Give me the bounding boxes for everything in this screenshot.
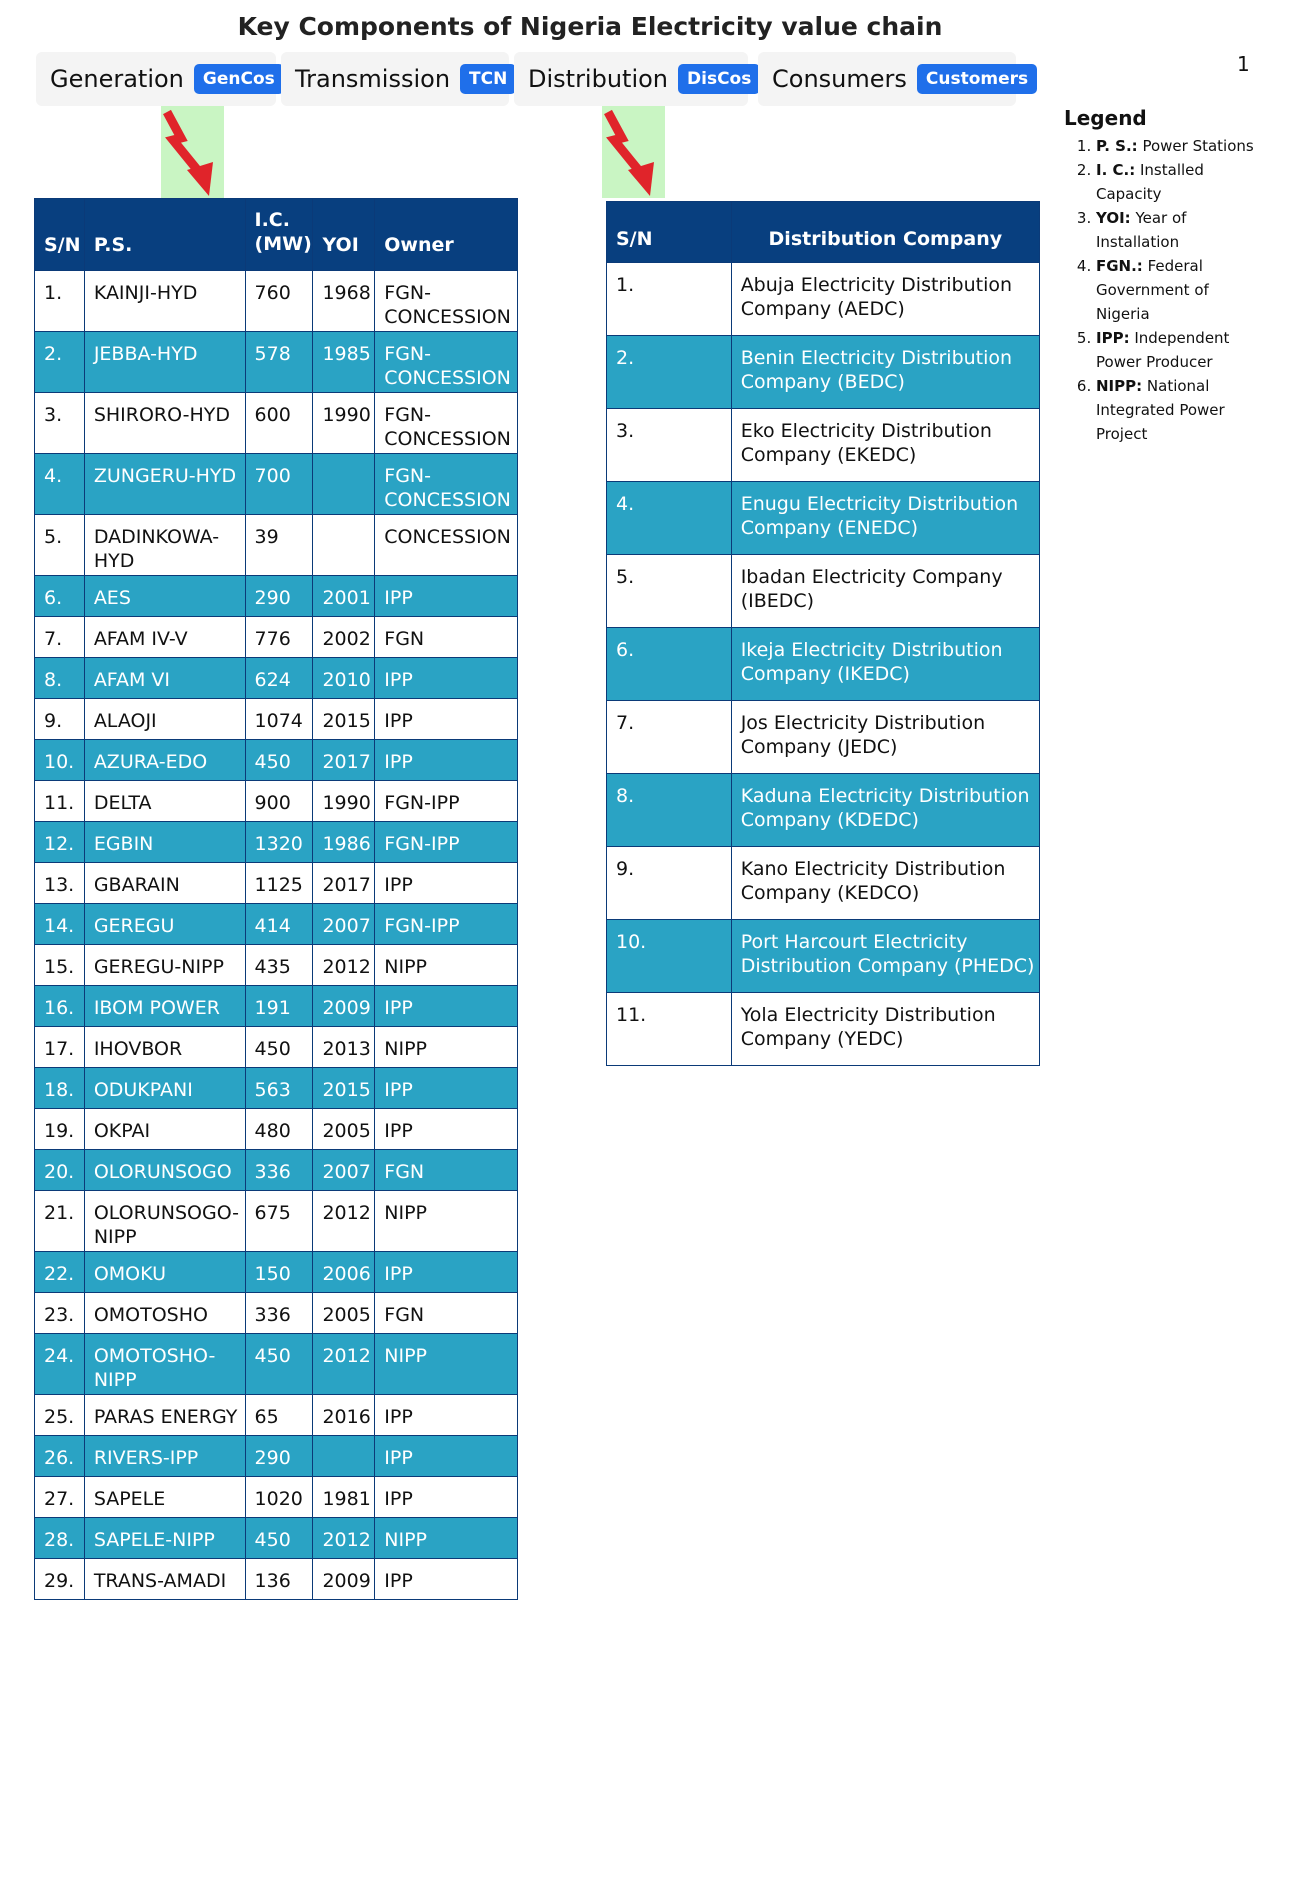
legend-text: Installed Capacity — [1096, 161, 1204, 203]
cell-sn: 18. — [35, 1068, 85, 1109]
cell-sn: 23. — [35, 1293, 85, 1334]
cell-yoi: 1985 — [313, 332, 375, 393]
cell-ic: 1074 — [245, 699, 313, 740]
table-row — [607, 993, 1040, 1066]
cell-sn: 28. — [35, 1518, 85, 1559]
table-row — [35, 945, 518, 986]
cell-ic: 290 — [245, 1436, 313, 1477]
cell-sn: 8. — [35, 658, 85, 699]
cell-ps: SAPELE — [84, 1477, 245, 1518]
cell-company: Eko Electricity Distribution Company (EKEDC) — [731, 409, 1039, 482]
cell-owner: IPP — [375, 1559, 518, 1600]
cell-yoi: 2013 — [313, 1027, 375, 1068]
legend-text: Year of Installation — [1096, 209, 1187, 251]
cell-yoi: 2012 — [313, 1518, 375, 1559]
tab-distribution-label: Distribution — [528, 65, 669, 93]
tab-generation-badge: GenCos — [194, 64, 284, 94]
tab-distribution-badge: DisCos — [678, 64, 760, 94]
cell-sn: 10. — [607, 920, 732, 993]
cell-sn: 15. — [35, 945, 85, 986]
table-row — [35, 1334, 518, 1395]
cell-owner: IPP — [375, 863, 518, 904]
cell-sn: 3. — [35, 393, 85, 454]
legend-list — [1064, 134, 1254, 446]
cell-owner: IPP — [375, 740, 518, 781]
table-row — [35, 1068, 518, 1109]
cell-owner: FGN — [375, 1150, 518, 1191]
cell-sn: 21. — [35, 1191, 85, 1252]
legend-item — [1096, 134, 1254, 158]
cell-yoi: 2007 — [313, 1150, 375, 1191]
table-row — [35, 1436, 518, 1477]
cell-ic: 1125 — [245, 863, 313, 904]
cell-sn: 16. — [35, 986, 85, 1027]
legend-text: Independent Power Producer — [1096, 329, 1230, 371]
corner-mark: 1 — [1237, 52, 1250, 76]
legend-abbr: YOI: — [1096, 209, 1131, 227]
legend-item — [1096, 374, 1254, 446]
cell-yoi: 2007 — [313, 904, 375, 945]
legend-abbr: NIPP: — [1096, 377, 1143, 395]
table-row — [35, 1150, 518, 1191]
cell-yoi: 2012 — [313, 1191, 375, 1252]
table-row — [607, 701, 1040, 774]
cell-owner: FGN-IPP — [375, 904, 518, 945]
cell-yoi: 1990 — [313, 781, 375, 822]
cell-ps: OLORUNSOGO-NIPP — [84, 1191, 245, 1252]
tab-consumers[interactable] — [758, 52, 1029, 106]
header-owner: Owner — [375, 199, 518, 271]
legend-abbr: IPP: — [1096, 329, 1130, 347]
cell-ps: SHIRORO-HYD — [84, 393, 245, 454]
cell-owner: CONCESSION — [375, 515, 518, 576]
table-row — [607, 336, 1040, 409]
table-row — [35, 515, 518, 576]
cell-sn: 25. — [35, 1395, 85, 1436]
cell-sn: 20. — [35, 1150, 85, 1191]
cell-sn: 7. — [607, 701, 732, 774]
distribution-table-header — [607, 202, 1040, 263]
table-row — [607, 847, 1040, 920]
legend-text: Federal Government of Nigeria — [1096, 257, 1209, 323]
cell-ic: 480 — [245, 1109, 313, 1150]
cell-ps: AFAM VI — [84, 658, 245, 699]
cell-yoi: 1990 — [313, 393, 375, 454]
cell-ic: 450 — [245, 1027, 313, 1068]
legend-abbr: P. S.: — [1096, 137, 1138, 155]
tab-generation-label: Generation — [50, 65, 184, 93]
cell-owner: FGN — [375, 617, 518, 658]
table-row — [607, 774, 1040, 847]
cell-company: Yola Electricity Distribution Company (YEDC) — [731, 993, 1039, 1066]
table-row — [35, 781, 518, 822]
page-title: Key Components of Nigeria Electricity value chain — [237, 12, 943, 41]
tab-transmission[interactable] — [281, 52, 509, 106]
cell-ic: 450 — [245, 1518, 313, 1559]
cell-ps: OLORUNSOGO — [84, 1150, 245, 1191]
header-sn: S/N — [35, 199, 85, 271]
cell-company: Kaduna Electricity Distribution Company (KDEDC) — [731, 774, 1039, 847]
cell-ps: GBARAIN — [84, 863, 245, 904]
cell-ps: AFAM IV-V — [84, 617, 245, 658]
cell-yoi: 1981 — [313, 1477, 375, 1518]
cell-ps: OKPAI — [84, 1109, 245, 1150]
cell-yoi: 1986 — [313, 822, 375, 863]
tab-distribution[interactable] — [514, 52, 752, 106]
header-ic-line2: (MW) — [254, 233, 312, 255]
cell-yoi: 2015 — [313, 699, 375, 740]
tab-generation[interactable] — [36, 52, 276, 106]
cell-sn: 12. — [35, 822, 85, 863]
cell-sn: 1. — [607, 263, 732, 336]
cell-owner: IPP — [375, 658, 518, 699]
table-row — [607, 628, 1040, 701]
cell-sn: 4. — [35, 454, 85, 515]
header-distribution-company: Distribution Company — [731, 202, 1039, 263]
cell-ic: 150 — [245, 1252, 313, 1293]
cell-yoi: 2010 — [313, 658, 375, 699]
table-row — [35, 454, 518, 515]
tab-consumers-badge: Customers — [917, 64, 1037, 94]
table-row — [35, 1027, 518, 1068]
cell-sn: 7. — [35, 617, 85, 658]
cell-ps: RIVERS-IPP — [84, 1436, 245, 1477]
cell-ps: EGBIN — [84, 822, 245, 863]
cell-owner: IPP — [375, 986, 518, 1027]
cell-ps: GEREGU-NIPP — [84, 945, 245, 986]
legend-text: National Integrated Power Project — [1096, 377, 1225, 443]
table-row — [35, 904, 518, 945]
cell-owner: IPP — [375, 1068, 518, 1109]
table-row — [607, 920, 1040, 993]
cell-ic: 65 — [245, 1395, 313, 1436]
cell-ps: AZURA-EDO — [84, 740, 245, 781]
cell-yoi: 2017 — [313, 740, 375, 781]
cell-company: Abuja Electricity Distribution Company (AEDC) — [731, 263, 1039, 336]
cell-owner: FGN-IPP — [375, 822, 518, 863]
cell-owner: FGN-CONCESSION — [375, 454, 518, 515]
cell-ic: 1020 — [245, 1477, 313, 1518]
cell-yoi: 2005 — [313, 1293, 375, 1334]
cell-owner: NIPP — [375, 1518, 518, 1559]
cell-ic: 450 — [245, 740, 313, 781]
cell-ic: 760 — [245, 271, 313, 332]
table-row — [35, 1252, 518, 1293]
table-row — [35, 1395, 518, 1436]
cell-ps: PARAS ENERGY — [84, 1395, 245, 1436]
legend — [1064, 106, 1254, 446]
cell-sn: 17. — [35, 1027, 85, 1068]
cell-ps: TRANS-AMADI — [84, 1559, 245, 1600]
generation-table-header — [35, 199, 518, 271]
cell-ps: OMOKU — [84, 1252, 245, 1293]
legend-item — [1096, 254, 1254, 326]
cell-ps: SAPELE-NIPP — [84, 1518, 245, 1559]
distribution-table — [606, 201, 1040, 1066]
table-row — [35, 1477, 518, 1518]
cell-ps: OMOTOSHO — [84, 1293, 245, 1334]
cell-owner: IPP — [375, 1395, 518, 1436]
cell-ic: 900 — [245, 781, 313, 822]
cell-sn: 3. — [607, 409, 732, 482]
cell-owner: FGN-CONCESSION — [375, 332, 518, 393]
cell-yoi — [313, 1436, 375, 1477]
cell-yoi: 2009 — [313, 986, 375, 1027]
table-row — [607, 555, 1040, 628]
legend-item — [1096, 326, 1254, 374]
table-row — [35, 740, 518, 781]
cell-sn: 8. — [607, 774, 732, 847]
cell-sn: 6. — [35, 576, 85, 617]
cell-ic: 39 — [245, 515, 313, 576]
table-row — [35, 1559, 518, 1600]
cell-ic: 336 — [245, 1293, 313, 1334]
cell-ps: KAINJI-HYD — [84, 271, 245, 332]
cell-sn: 13. — [35, 863, 85, 904]
generation-table — [34, 198, 518, 1600]
cell-sn: 2. — [35, 332, 85, 393]
cell-sn: 19. — [35, 1109, 85, 1150]
cell-ps: DELTA — [84, 781, 245, 822]
cell-sn: 9. — [35, 699, 85, 740]
cell-sn: 5. — [607, 555, 732, 628]
cell-owner: FGN-IPP — [375, 781, 518, 822]
table-row — [35, 986, 518, 1027]
cell-ps: ZUNGERU-HYD — [84, 454, 245, 515]
cell-owner: IPP — [375, 1436, 518, 1477]
cell-ic: 435 — [245, 945, 313, 986]
cell-yoi: 2015 — [313, 1068, 375, 1109]
table-row — [607, 263, 1040, 336]
cell-yoi: 2009 — [313, 1559, 375, 1600]
cell-company: Benin Electricity Distribution Company (BEDC) — [731, 336, 1039, 409]
cell-ps: JEBBA-HYD — [84, 332, 245, 393]
cell-ic: 450 — [245, 1334, 313, 1395]
down-zigzag-arrow-icon — [161, 106, 224, 198]
cell-yoi: 2016 — [313, 1395, 375, 1436]
distribution-arrow — [602, 106, 665, 198]
cell-yoi: 2006 — [313, 1252, 375, 1293]
legend-item — [1096, 206, 1254, 254]
cell-sn: 6. — [607, 628, 732, 701]
cell-yoi: 2012 — [313, 1334, 375, 1395]
cell-ic: 191 — [245, 986, 313, 1027]
cell-owner: FGN — [375, 1293, 518, 1334]
tab-consumers-label: Consumers — [772, 65, 907, 93]
cell-ps: AES — [84, 576, 245, 617]
cell-owner: IPP — [375, 1477, 518, 1518]
cell-ic: 624 — [245, 658, 313, 699]
cell-owner: IPP — [375, 576, 518, 617]
cell-ps: ALAOJI — [84, 699, 245, 740]
cell-ic: 414 — [245, 904, 313, 945]
cell-ps: IBOM POWER — [84, 986, 245, 1027]
cell-sn: 22. — [35, 1252, 85, 1293]
legend-title: Legend — [1064, 106, 1147, 130]
cell-owner: FGN-CONCESSION — [375, 393, 518, 454]
cell-ic: 675 — [245, 1191, 313, 1252]
table-row — [35, 699, 518, 740]
table-row — [35, 822, 518, 863]
cell-company: Enugu Electricity Distribution Company (ENEDC) — [731, 482, 1039, 555]
cell-ic: 700 — [245, 454, 313, 515]
header-ic-line1: I.C. — [254, 209, 290, 231]
cell-sn: 10. — [35, 740, 85, 781]
cell-sn: 2. — [607, 336, 732, 409]
cell-ic: 336 — [245, 1150, 313, 1191]
cell-owner: NIPP — [375, 945, 518, 986]
table-row — [35, 863, 518, 904]
cell-ic: 578 — [245, 332, 313, 393]
table-row — [35, 1518, 518, 1559]
legend-abbr: FGN.: — [1096, 257, 1143, 275]
cell-ic: 136 — [245, 1559, 313, 1600]
cell-ic: 290 — [245, 576, 313, 617]
cell-owner: FGN-CONCESSION — [375, 271, 518, 332]
cell-company: Port Harcourt Electricity Distribution Company (PHEDC) — [731, 920, 1039, 993]
header-power-station: P.S. — [84, 199, 245, 271]
cell-yoi — [313, 454, 375, 515]
legend-item — [1096, 158, 1254, 206]
cell-ic: 600 — [245, 393, 313, 454]
cell-sn: 4. — [607, 482, 732, 555]
cell-ic: 776 — [245, 617, 313, 658]
table-row — [35, 617, 518, 658]
cell-sn: 11. — [35, 781, 85, 822]
table-row — [35, 1191, 518, 1252]
cell-owner: IPP — [375, 699, 518, 740]
cell-ps: IHOVBOR — [84, 1027, 245, 1068]
cell-sn: 1. — [35, 271, 85, 332]
cell-yoi: 2005 — [313, 1109, 375, 1150]
cell-yoi: 2017 — [313, 863, 375, 904]
table-row — [35, 332, 518, 393]
cell-sn: 26. — [35, 1436, 85, 1477]
cell-sn: 29. — [35, 1559, 85, 1600]
cell-company: Kano Electricity Distribution Company (KEDCO) — [731, 847, 1039, 920]
cell-ic: 1320 — [245, 822, 313, 863]
header-sn: S/N — [607, 202, 732, 263]
header-installed-capacity — [245, 199, 313, 271]
cell-ps: GEREGU — [84, 904, 245, 945]
cell-yoi — [313, 515, 375, 576]
down-zigzag-arrow-icon — [602, 106, 665, 198]
cell-ps: DADINKOWA-HYD — [84, 515, 245, 576]
tab-transmission-label: Transmission — [295, 65, 451, 93]
cell-sn: 9. — [607, 847, 732, 920]
cell-sn: 14. — [35, 904, 85, 945]
cell-owner: NIPP — [375, 1191, 518, 1252]
table-row — [35, 1293, 518, 1334]
table-row — [35, 393, 518, 454]
cell-owner: IPP — [375, 1252, 518, 1293]
cell-ps: ODUKPANI — [84, 1068, 245, 1109]
generation-arrow — [161, 106, 224, 198]
legend-text: Power Stations — [1142, 137, 1254, 155]
cell-owner: IPP — [375, 1109, 518, 1150]
cell-sn: 24. — [35, 1334, 85, 1395]
table-row — [35, 658, 518, 699]
cell-sn: 11. — [607, 993, 732, 1066]
cell-sn: 5. — [35, 515, 85, 576]
cell-sn: 27. — [35, 1477, 85, 1518]
cell-ps: OMOTOSHO-NIPP — [84, 1334, 245, 1395]
cell-yoi: 2012 — [313, 945, 375, 986]
table-row — [607, 409, 1040, 482]
cell-company: Jos Electricity Distribution Company (JEDC) — [731, 701, 1039, 774]
table-row — [35, 1109, 518, 1150]
cell-ic: 563 — [245, 1068, 313, 1109]
table-row — [35, 576, 518, 617]
cell-company: Ibadan Electricity Company (IBEDC) — [731, 555, 1039, 628]
cell-owner: NIPP — [375, 1027, 518, 1068]
cell-owner: NIPP — [375, 1334, 518, 1395]
cell-company: Ikeja Electricity Distribution Company (IKEDC) — [731, 628, 1039, 701]
tab-transmission-badge: TCN — [460, 64, 516, 94]
table-row — [607, 482, 1040, 555]
cell-yoi: 2002 — [313, 617, 375, 658]
table-row — [35, 271, 518, 332]
header-year-of-installation: YOI — [313, 199, 375, 271]
cell-yoi: 1968 — [313, 271, 375, 332]
cell-yoi: 2001 — [313, 576, 375, 617]
legend-abbr: I. C.: — [1096, 161, 1136, 179]
